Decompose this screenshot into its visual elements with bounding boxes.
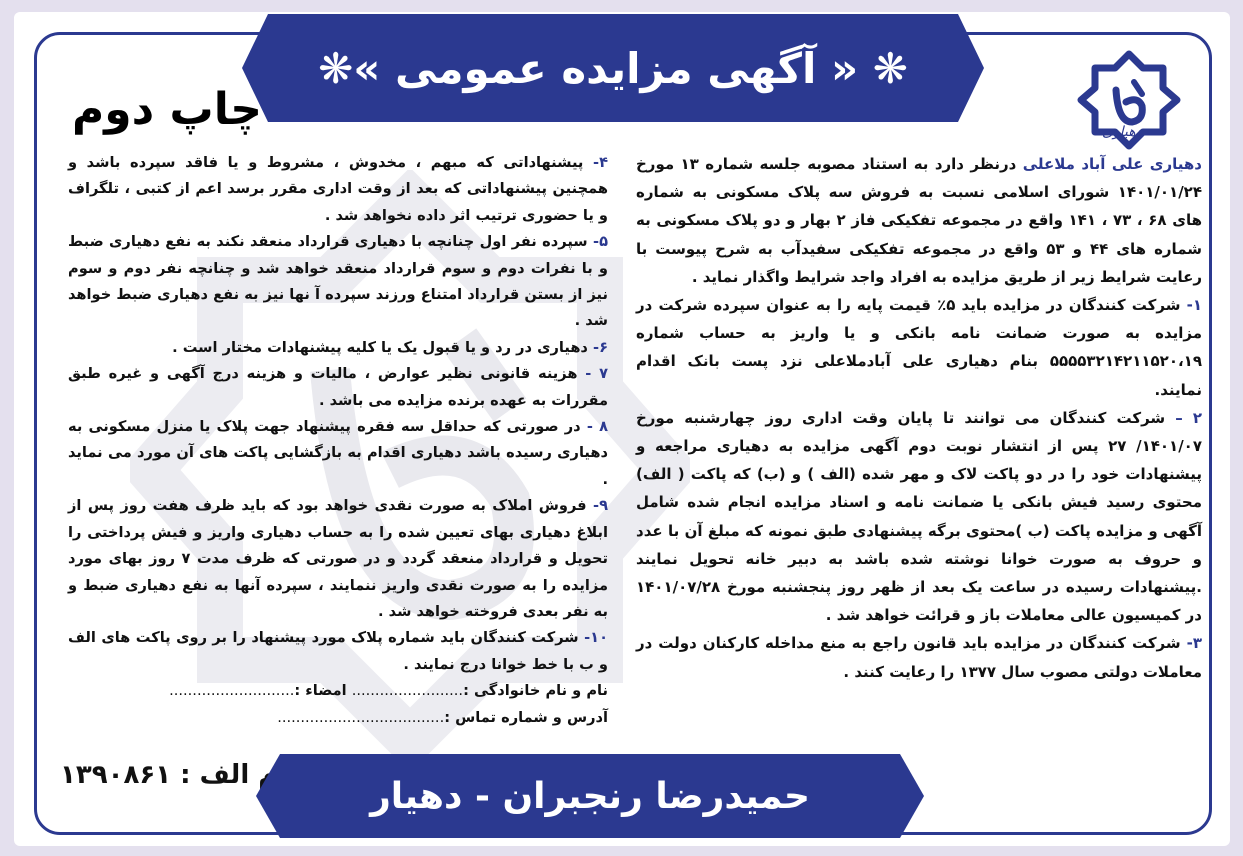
name-label: نام و نام خانوادگی : <box>463 682 608 700</box>
logo-caption: دهیاری <box>1102 124 1142 140</box>
intro-paragraph <box>636 150 1202 291</box>
intro-organization: دهیاری علی آباد ملاعلی <box>1022 155 1202 173</box>
notice-title: ❋ « آگهی مزایده عمومی »❋ <box>318 43 908 93</box>
item-text: شرکت کنندگان باید شماره پلاک مورد پیشنهاد را بر روی پاکت های الف و ب با خط خوانا درج نمایند . <box>68 629 608 673</box>
item-text: دهیاری در رد و یا قبول یک یا کلیه پیشنهادات مختار است . <box>172 338 594 356</box>
signatory-name: حمیدرضا رنجبران - دهیار <box>370 775 810 817</box>
item-number: ۹- <box>593 497 608 515</box>
name-blank: ........................ <box>351 682 464 700</box>
condition-item-2 <box>636 404 1202 630</box>
item-text: هزینه قانونی نظیر عوارض ، مالیات و هزینه درج آگهی و غیره طبق مقررات به عهده برنده مزایده می باشد . <box>68 365 608 409</box>
title-banner <box>268 14 958 122</box>
condition-item-9 <box>68 493 608 625</box>
item-number: ۱- <box>1186 296 1202 315</box>
condition-item-7 <box>68 361 608 414</box>
condition-item-8 <box>68 414 608 493</box>
signature-blank: ........................... <box>169 682 295 700</box>
reprint-label: چاپ دوم <box>72 84 262 135</box>
item-text: سپرده نفر اول چنانچه با دهیاری قرارداد منعقد نکند به نفع دهیاری ضبط و با نفرات دوم و سوم قرارداد منعقد خواهد شد و چنانچه نفر دوم و سوم نیز از بستن قرارداد امتناع ورزند سپرده آ نها نیز به نفع دهیاری ضبط خواهد شد . <box>68 233 608 330</box>
address-blank: .................................... <box>277 708 445 726</box>
item-text: شرکت کنندگان می توانند تا پایان وقت اداری روز چهارشنبه مورخ ۱۴۰۱/۰۷/ ۲۷ پس از انتشار نوبت دوم آگهی مزایده به دهیاری مراجعه و پیشنهادات خود را در دو پاکت لاک و مهر شده (الف ) و (ب) که پاکت ( الف) محتوی رسید فیش بانکی یا ضمانت نامه و اسناد مزایده انجام شده شامل آگهی و مزایده پاکت (ب )محتوی برگه پیشنهادی طبق نمونه که مبلغ آن با عدد و حروف به صورت خوانا نوشته شده باشد به دبیر خانه تحویل نمایند .پیشنهادات رسیده در ساعت یک بعد از ظهر روز پنجشنبه مورخ ۱۴۰۱/۰۷/۲۸ در کمیسیون عالی معاملات باز و قرائت خواهد شد . <box>636 408 1202 625</box>
condition-item-5 <box>68 229 608 335</box>
item-text: فروش املاک به صورت نقدی خواهد بود که باید ظرف هفت روز پس از ابلاغ دهیاری بهای تعیین شده را به حساب دهیاری واریز و فیش پرداختی را تحویل و قرارداد منعقد گردد و در صورتی که ظرف مدت ۷ روز بهای مورد مزایده را به صورت نقدی واریز ننمایند ، سپرده آنها به نفع دهیاری ضبط و به نفر بعدی فروخته خواهد شد . <box>68 497 608 620</box>
right-column <box>636 150 1202 686</box>
item-text: در صورتی که حداقل سه فقره پیشنهاد جهت پلاک یا منزل مسکونی به دهیاری رسیده باشد دهیاری اقدام به بازگشایی پاکت های آن مورد می نماید . <box>68 418 608 488</box>
signature-label: امضاء : <box>294 682 352 700</box>
address-line <box>68 705 608 731</box>
item-number: ۸ - <box>586 418 608 436</box>
item-text: شرکت کنندگان در مزایده باید قانون راجع به منع مداخله کارکنان دولت در معاملات دولتی مصوب سال ۱۳۷۷ را رعایت کنند . <box>636 634 1202 681</box>
item-text: پیشنهاداتی که مبهم ، مخدوش ، مشروط و یا فاقد سپرده باشد و همچنین پیشنهاداتی که بعد از وقت اداری مقرر برسد اعم از کتبی ، تلگراف و یا حضوری ترتیب اثر داده نخواهد شد . <box>68 154 608 224</box>
name-signature-line <box>68 678 608 704</box>
item-number: ۵- <box>593 233 608 251</box>
reference-code: م الف : ۱۳۹۰۸۶۱ <box>60 760 278 790</box>
item-number: ۲ – <box>1175 408 1202 427</box>
item-number: ۳- <box>1186 634 1202 653</box>
intro-text: درنظر دارد به استناد مصوبه جلسه شماره ۱۳ مورخ ۱۴۰۱/۰۱/۲۴ شورای اسلامی نسبت به فروش سه پلاک مسکونی به شماره های ۶۸ ، ۷۳ ، ۱۴۱ واقع در مجموعه تفکیکی فاز ۲ بهار و دو پلاک مسکونی به شماره های ۴۴ و ۵۳ واقع در مجموعه تفکیکی سفیدآب به شرح پیوست با رعایت شرایط زیر از طریق مزایده به افراد واجد شرایط واگذار نماید . <box>636 155 1202 286</box>
item-number: ۷ - <box>585 365 608 383</box>
item-number: ۴- <box>593 154 608 171</box>
left-column <box>68 150 608 731</box>
condition-item-6 <box>68 335 608 361</box>
item-number: ۱۰- <box>584 629 608 647</box>
condition-item-1 <box>636 291 1202 404</box>
signatory-banner <box>280 754 900 838</box>
condition-item-3 <box>636 629 1202 685</box>
item-number: ۶- <box>593 338 608 356</box>
item-text: شرکت کنندگان در مزایده باید ۵٪ قیمت پایه را به عنوان سپرده شرکت در مزایده به صورت ضمانت نامه بانکی و یا واریز به حساب شماره ۵۵۵۵۳۲۱۴۲۱۱۵۲۰،۱۹ بنام دهیاری علی آبادملاعلی نزد پست بانک اقدام نمایند. <box>636 296 1202 399</box>
condition-item-10 <box>68 625 608 678</box>
address-label: آدرس و شماره تماس : <box>444 708 608 726</box>
condition-item-4 <box>68 150 608 229</box>
